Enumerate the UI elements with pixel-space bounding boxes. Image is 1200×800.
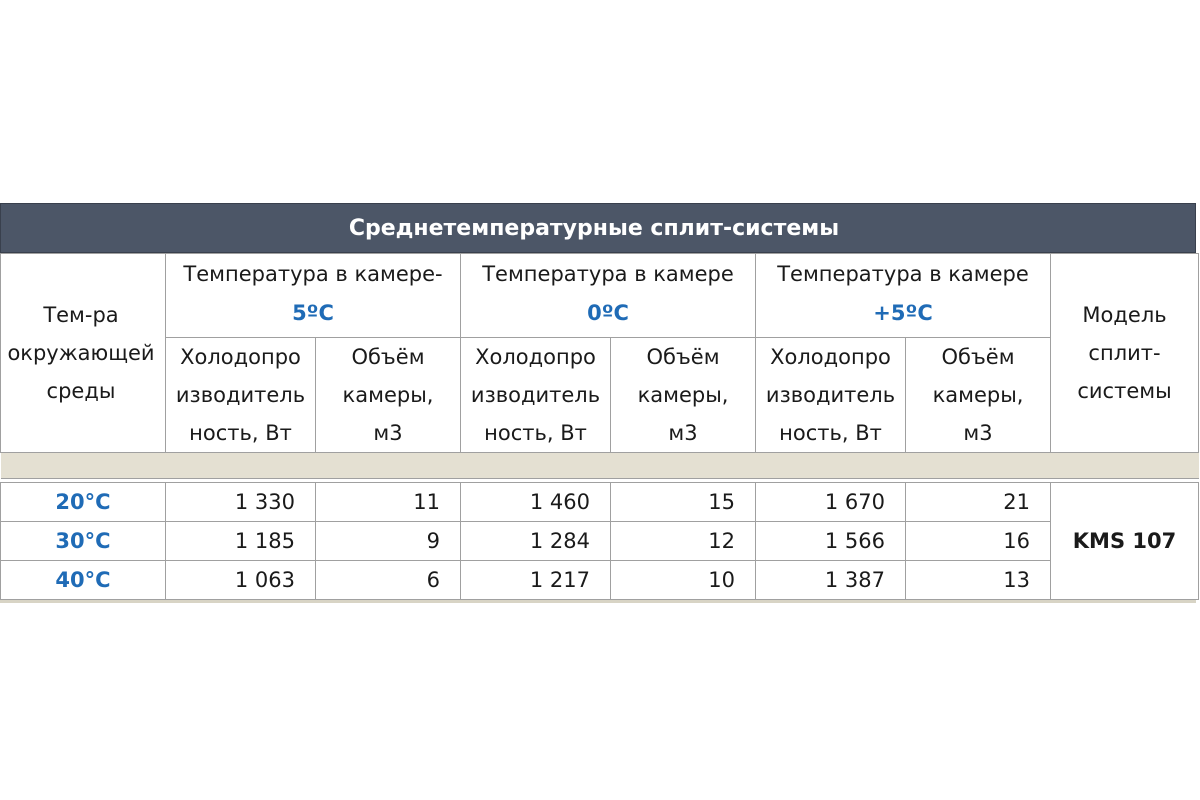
env-header-line: среды <box>46 379 116 403</box>
capacity-header-line: изводитель <box>175 383 306 407</box>
capacity-header-line: изводитель <box>470 383 601 407</box>
model-header-line: системы <box>1077 379 1172 403</box>
model-cell: KMS 107 <box>1051 483 1199 600</box>
volume-header <box>316 338 461 453</box>
env-temp-cell: 40°C <box>1 561 166 600</box>
table-bottom-border <box>0 600 1196 603</box>
env-temp-cell: 20°C <box>1 483 166 522</box>
volume-cell: 12 <box>611 522 756 561</box>
volume-cell: 15 <box>611 483 756 522</box>
table-row <box>1 561 1199 600</box>
table-row <box>1 522 1199 561</box>
model-header-line: сплит- <box>1088 341 1161 365</box>
temp-group-value: 0ºC <box>587 301 629 325</box>
temp-group-label: Температура в камере- <box>183 262 443 286</box>
capacity-header-line: Холодопро <box>180 345 301 369</box>
env-temp-header <box>1 254 166 453</box>
capacity-header-line: Холодопро <box>770 345 891 369</box>
capacity-header-line: Холодопро <box>475 345 596 369</box>
temp-group-label: Температура в камере <box>777 262 1029 286</box>
capacity-cell: 1 670 <box>756 483 906 522</box>
volume-cell: 11 <box>316 483 461 522</box>
capacity-cell: 1 063 <box>166 561 316 600</box>
volume-header-line: камеры, <box>342 383 434 407</box>
volume-header-line: камеры, <box>932 383 1024 407</box>
volume-header-line: камеры, <box>637 383 729 407</box>
capacity-cell: 1 284 <box>461 522 611 561</box>
volume-cell: 13 <box>906 561 1051 600</box>
temp-group-header-plus5 <box>756 254 1051 338</box>
model-header-line: Модель <box>1082 303 1167 327</box>
split-systems-table <box>0 203 1196 603</box>
env-header-line: окружающей <box>7 341 155 365</box>
volume-cell: 6 <box>316 561 461 600</box>
table-row <box>1 483 1199 522</box>
volume-header-line: м3 <box>963 421 993 445</box>
capacity-header-line: ность, Вт <box>189 421 292 445</box>
temp-group-label: Температура в камере <box>482 262 734 286</box>
capacity-header <box>166 338 316 453</box>
volume-header <box>906 338 1051 453</box>
volume-header <box>611 338 756 453</box>
temp-group-value: +5ºC <box>873 301 933 325</box>
capacity-cell: 1 330 <box>166 483 316 522</box>
volume-header-line: Объём <box>351 345 425 369</box>
temp-group-header-minus5 <box>166 254 461 338</box>
env-temp-cell: 30°C <box>1 522 166 561</box>
volume-header-line: м3 <box>373 421 403 445</box>
model-header <box>1051 254 1199 453</box>
volume-cell: 16 <box>906 522 1051 561</box>
spacer-row <box>1 453 1199 479</box>
capacity-cell: 1 387 <box>756 561 906 600</box>
capacity-header-line: изводитель <box>765 383 896 407</box>
volume-cell: 10 <box>611 561 756 600</box>
volume-header-line: Объём <box>941 345 1015 369</box>
capacity-cell: 1 566 <box>756 522 906 561</box>
temp-group-header-0 <box>461 254 756 338</box>
capacity-cell: 1 217 <box>461 561 611 600</box>
specs-grid <box>0 253 1199 600</box>
capacity-header <box>461 338 611 453</box>
volume-header-line: Объём <box>646 345 720 369</box>
table-title: Среднетемпературные сплит-системы <box>0 203 1196 253</box>
temp-group-value: 5ºC <box>292 301 334 325</box>
volume-cell: 21 <box>906 483 1051 522</box>
volume-cell: 9 <box>316 522 461 561</box>
capacity-cell: 1 185 <box>166 522 316 561</box>
capacity-header-line: ность, Вт <box>484 421 587 445</box>
env-header-line: Тем-ра <box>43 303 119 327</box>
spacer-band <box>1 453 1199 479</box>
capacity-header <box>756 338 906 453</box>
capacity-header-line: ность, Вт <box>779 421 882 445</box>
capacity-cell: 1 460 <box>461 483 611 522</box>
volume-header-line: м3 <box>668 421 698 445</box>
